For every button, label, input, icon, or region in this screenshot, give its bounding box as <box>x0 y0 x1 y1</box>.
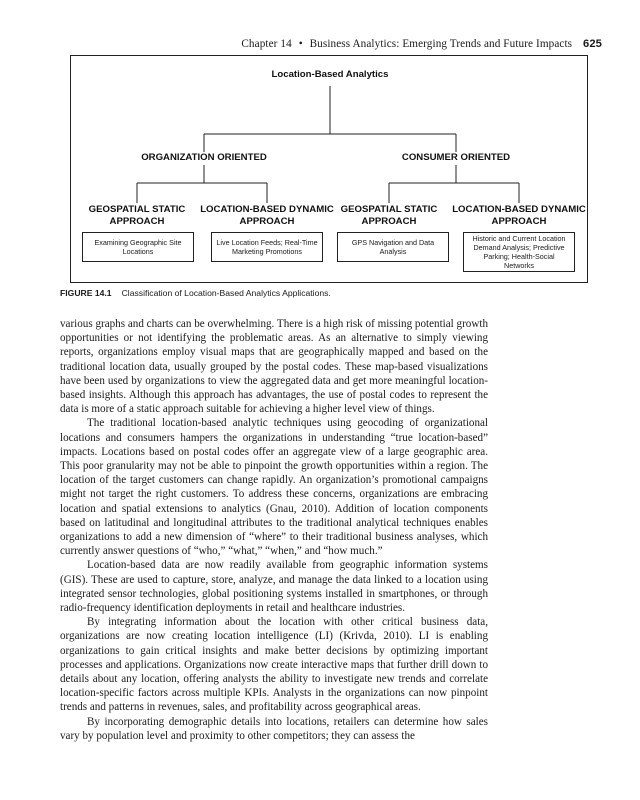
running-head <box>60 38 602 50</box>
figure-caption <box>60 288 331 298</box>
approach-label-line2: APPROACH <box>491 216 547 227</box>
approach-org-location-dynamic <box>197 204 337 228</box>
paragraph: various graphs and charts can be overwhelming. There is a high risk of missing potential growth opportunities or not identifying the problematic areas. As an alternative to simply viewing reports, organizations employ visual maps that are geographically mapped and based on the traditional location data, usually grouped by the postal codes. These map-based visualizations have been used by organizations to view the aggregated data and get more meaningful location-based insights. Although this approach has advantages, the use of postal codes to represent the data is more of a static approach suitable for achieving a higher level view of things. <box>60 318 488 416</box>
approach-consumer-geospatial-static <box>329 204 449 228</box>
root-node: Location-Based Analytics <box>271 69 389 80</box>
figure-14-1 <box>70 55 588 283</box>
paragraph: By integrating information about the location with other critical business data, organizations are now creating location intelligence (LI) (Krivda, 2010). LI is enabling organizations to gain critical insights and make better decisions by optimizing important processes and applications. Organizations now create interactive maps that further drill down to details about any location, offering analysts the ability to investigate new trends and correlate location-specific factors across multiple KPIs. Analysts in the organizations can now pinpoint trends and patterns in revenues, sales, and profitability across geographical areas. <box>60 616 488 714</box>
bullet-separator: • <box>298 38 303 50</box>
category-consumer-oriented: CONSUMER ORIENTED <box>401 152 511 163</box>
paragraph: The traditional location-based analytic techniques using geocoding of organizational locations and consumers hampers the organizations in understanding “true location-based” impacts. Locations based on postal codes offer an aggregate view of a large geographic area. This poor granularity may not be able to pinpoint the growth opportunities within a region. The location of the target customers can change rapidly. An organization’s promotional campaigns might not target the right customers. To address these concerns, organizations are embracing location and spatial extensions to analytics (Gnau, 2010). Addition of location components based on latitudinal and longitudinal attributes to the traditional analytical techniques enables organizations to add a new dimension of “where” to their traditional business analyses, which currently answer questions of “who,” “what,” “when,” and “how much.” <box>60 417 488 558</box>
approach-label-line1: GEOSPATIAL STATIC <box>340 204 438 215</box>
page-number: 625 <box>583 38 602 50</box>
approach-label-line2: APPROACH <box>109 216 165 227</box>
figure-caption-text: Classification of Location-Based Analytics Applications. <box>121 288 331 298</box>
approach-label-line1: GEOSPATIAL STATIC <box>88 204 186 215</box>
approach-org-geospatial-static <box>77 204 197 228</box>
approach-label-line1: LOCATION-BASED DYNAMIC <box>452 204 586 215</box>
approach-label-line2: APPROACH <box>239 216 295 227</box>
example-box-site-locations: Examining Geographic Site Locations <box>82 232 194 262</box>
chapter-label: Chapter 14 <box>241 38 292 50</box>
paragraph: Location-based data are now readily available from geographic information systems (GIS). These are used to capture, store, analyze, and manage the data linked to a location using integrated sensor technologies, global positioning systems installed in smartphones, or through radio-frequency identification deployments in retail and healthcare industries. <box>60 559 488 615</box>
chapter-title: Business Analytics: Emerging Trends and Future Impacts <box>309 38 573 50</box>
body-text <box>60 317 488 743</box>
category-organization-oriented: ORGANIZATION ORIENTED <box>141 152 267 163</box>
approach-consumer-location-dynamic <box>449 204 589 228</box>
example-box-live-feeds: Live Location Feeds; Real-Time Marketing Promotions <box>211 232 323 262</box>
approach-label-line2: APPROACH <box>361 216 417 227</box>
figure-label: FIGURE 14.1 <box>60 288 112 298</box>
example-box-gps-navigation: GPS Navigation and Data Analysis <box>337 232 449 262</box>
paragraph: By incorporating demographic details into locations, retailers can determine how sales vary by population level and proximity to other competitors; they can assess the <box>60 715 488 742</box>
example-box-historic-demand: Historic and Current Location Demand Analysis; Predictive Parking; Health-Social Networks <box>463 232 575 272</box>
approach-label-line1: LOCATION-BASED DYNAMIC <box>200 204 334 215</box>
